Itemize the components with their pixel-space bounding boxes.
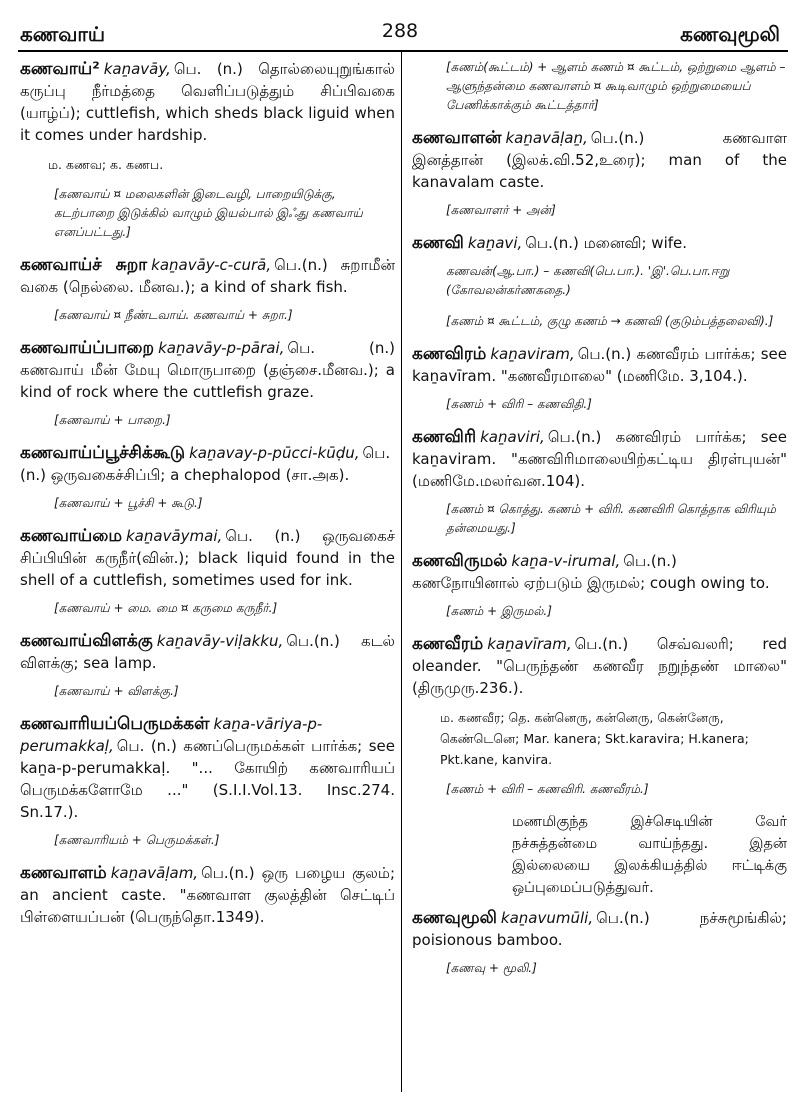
entry-headword: கணவி xyxy=(412,233,464,253)
etymology-note: [கணவாய் ¤ மலைகளின் இடைவழி, பாறையிடுக்கு, கடற்பாறை இடுக்கில் வாழும் இயல்பால் இஃது கணவாய் எனப்பட்டது.] xyxy=(54,187,363,239)
left-column xyxy=(20,58,395,936)
etymology-note: [கணவாரியம் + பெருமக்கள்.] xyxy=(54,833,220,847)
etymology-note: [கணவாய் ¤ நீண்டவாய். கணவாய் + சுறா.] xyxy=(54,308,293,322)
entry-transliteration: kaṉavīram, xyxy=(487,635,572,653)
entry-definition: பெ.(n.) மனைவி; wife. xyxy=(525,234,688,252)
entry-transliteration: kaṉaviram, xyxy=(490,345,575,363)
cognate-list: ம. கணவீர; தெ. கன்னெரு, கன்னெரு, கென்னேரு, கெண்டெனெ; Mar. kanera; Skt.karavira; H.kanera; Pkt.kane, kanvira. xyxy=(440,710,749,767)
entry-definition: பெ.(n.) நச்சுமூங்கில்; poisionous bamboo. xyxy=(412,909,787,949)
entry-headword: கணவாளன் xyxy=(412,128,502,148)
right-guide-word: கணவுமூலி xyxy=(680,22,780,46)
etymology-note: [கணம் + விரி – கணவிரி. கணவீரம்.] xyxy=(446,782,649,796)
usage-note: மணமிகுந்த இச்செடியின் வேர் நச்சுத்தன்மை வாய்ந்தது. இதன் இல்லையை இலக்கியத்தில் ஈட்டிக்கு ஒப்புமைப்படுத்துவர். xyxy=(512,814,787,896)
etymology-note: [கணம் ¤ கூட்டம், குழு கணம் → கணவி (குடும்பத்தலைவி).] xyxy=(446,314,774,328)
etymology-note: [கணவாய் + விளக்கு.] xyxy=(54,684,179,698)
entry-headword: கணவிரம் xyxy=(412,344,487,364)
dictionary-entry xyxy=(412,426,787,492)
entry-transliteration: kaṉa-vāriya-p-perumakkaḷ, xyxy=(20,715,323,755)
entry-transliteration: kaṉavumūli, xyxy=(500,909,594,927)
entry-definition: பெ.(n.) செவ்வலரி; red oleander. "பெருந்தண் கணவீர நறுந்தண் மாலை" (திருமுரு.236.). xyxy=(412,635,787,697)
etymology-note: [கணவாய் + மை. மை ¤ கருமை கருநீர்.] xyxy=(54,601,278,615)
entry-transliteration: kaṉavāy-viḷakku, xyxy=(156,632,284,650)
entry-transliteration: kaṉaviri, xyxy=(480,428,545,446)
entry-headword: கணவீரம் xyxy=(412,634,484,654)
entry-transliteration: kaṉavi, xyxy=(467,234,523,252)
entry-transliteration: kaṉavāy-c-curā, xyxy=(151,256,272,274)
right-column xyxy=(412,58,787,990)
entry-transliteration: kaṉavāḷam, xyxy=(110,864,199,882)
entry-definition: பெ. (n.) கணப்பெருமக்கள் பார்க்க; see kaṉa-p-perumakkaḷ. "... கோயிற் கணவாரியப் பெருமக்களோமே ..." (S.I.I.Vol.13. Insc.274. Sn.17.). xyxy=(20,737,395,821)
etymology-note: [கணவாய் + பூச்சி + கூடு.] xyxy=(54,496,203,510)
dictionary-entry xyxy=(412,127,787,193)
dictionary-entry xyxy=(412,232,787,254)
entry-headword: கணவாரியப்பெருமக்கள் xyxy=(20,714,210,734)
dictionary-entry xyxy=(20,630,395,674)
column-divider xyxy=(401,52,402,1092)
entry-transliteration: kaṉavāy, xyxy=(103,60,171,78)
entry-headword: கணவிருமல் xyxy=(412,551,508,571)
etymology-note: [கணவு + மூலி.] xyxy=(446,961,537,975)
dictionary-entry xyxy=(412,907,787,951)
entry-definition: பெ.(n.) ஒருவகைச்சிப்பி; a chephalopod (சா.அக). xyxy=(20,444,391,484)
entry-transliteration: kaṉavay-p-pūcci-kūḍu, xyxy=(189,444,360,462)
etymology-note: [கணவாய் + பாறை.] xyxy=(54,413,171,427)
dictionary-entry xyxy=(20,254,395,298)
dictionary-entry xyxy=(20,713,395,823)
etymology-note: [கணம் + விரி – கணவிதி.] xyxy=(446,397,592,411)
dictionary-entry xyxy=(20,525,395,591)
entry-transliteration: kaṉavāḷaṉ, xyxy=(505,129,588,147)
dictionary-entry xyxy=(20,58,395,146)
entry-definition: பெ.(n.) ஒரு பழைய குலம்; an ancient caste. "கணவாள குலத்தின் செட்டிப் பிள்ளையப்பன் (பெருந்தொ.1349). xyxy=(20,864,395,926)
page-header xyxy=(0,8,800,48)
etymology-note: [கணவாளர் + அன்] xyxy=(446,203,556,217)
entry-headword: கணவாளம் xyxy=(20,863,107,883)
entry-definition: பெ. (n.) கணவாய் மீன் மேயு மொருபாறை (தஞ்சை.மீனவ.); a kind of rock where the cuttlefish graze. xyxy=(20,339,395,401)
etymology-note: கணவன்(ஆ.பா.) – கணவி(பெ.பா.). 'இ'.பெ.பா.ஈறு (கோவலன்கர்ணகதை.) xyxy=(446,264,730,297)
etymology-note: [கணம்(கூட்டம்) + ஆளம் கணம் ¤ கூட்டம், ஒற்றுமை ஆளம் – ஆளுந்தன்மை கணவாளம் ¤ கூடிவாழும் ஒற்றுமையைப் பேணிக்காக்கும் கூட்டத்தார்] xyxy=(446,60,786,112)
entry-headword: கணவாய்ப்பாறை xyxy=(20,338,155,358)
etymology-note: [கணம் + இருமல்.] xyxy=(446,604,552,618)
dictionary-entry xyxy=(412,633,787,699)
dictionary-entry xyxy=(20,862,395,928)
dictionary-entry xyxy=(20,337,395,403)
entry-transliteration: kaṉavāy-p-pārai, xyxy=(158,339,285,357)
entry-headword: கணவாய்ப்பூச்சிக்கூடு xyxy=(20,443,186,463)
entry-definition: பெ.(n.) கணவாள இனத்தான் (இலக்.வி.52,உரை); man of the kanavalam caste. xyxy=(412,129,787,191)
dictionary-entry xyxy=(412,550,787,594)
etymology-note: [கணம் ¤ கொத்து. கணம் + விரி. கணவிரி கொத்தாக விரியும் தன்மையது.] xyxy=(446,502,776,535)
entry-definition: பெ.(n.) சுறாமீன் வகை (நெல்லை. மீனவ.); a kind of shark fish. xyxy=(20,256,395,296)
entry-headword: கணவிரி xyxy=(412,427,477,447)
dictionary-entry xyxy=(412,343,787,387)
dictionary-entry xyxy=(20,442,395,486)
entry-transliteration: kaṉa-v-irumal, xyxy=(511,552,621,570)
entry-headword: கணவாய்விளக்கு xyxy=(20,631,153,651)
page-number: 288 xyxy=(381,20,419,42)
entry-definition: பெ.(n.) கணவிரம் பார்க்க; see kaṉaviram. "கணவிரிமாலையிற்கட்டிய திரள்புயன்" (மணிமே.மலர்வன.104). xyxy=(412,428,787,490)
entry-definition: பெ.(n.) கடல் விளக்கு; sea lamp. xyxy=(20,632,395,672)
left-guide-word: கணவாய் xyxy=(20,22,105,46)
header-rule xyxy=(18,50,788,52)
entry-definition: பெ. (n.) ஒருவகைச் சிப்பியின் கருநீர்(வின்.); black liquid found in the shell of a cuttlefish, sometimes used for ink. xyxy=(20,527,395,589)
entry-definition: பெ.(n.) கணவீரம் பார்க்க; see kaṉavīram. "கணவீரமாலை" (மணிமே. 3,104.). xyxy=(412,345,787,385)
entry-headword: கணவாய்மை xyxy=(20,526,122,546)
entry-headword: கணவாய்² xyxy=(20,59,100,79)
cognate-list: ம. கணவ; க. கணப. xyxy=(48,157,164,172)
entry-headword: கணவாய்ச் சுறா xyxy=(20,255,148,275)
entry-transliteration: kaṉavāymai, xyxy=(126,527,223,545)
entry-headword: கணவுமூலி xyxy=(412,908,497,928)
entry-definition: பெ.(n.) கணநோயினால் ஏற்படும் இருமல்; cough owing to. xyxy=(412,552,770,592)
entry-definition: பெ. (n.) தொல்லையுறுங்கால் கருப்பு நீர்மத்தை வெளிப்படுத்தும் சிப்பிவகை (யாழ்ப்); cuttlefish, which sheds black liguid when it comes under hardship. xyxy=(20,60,395,144)
